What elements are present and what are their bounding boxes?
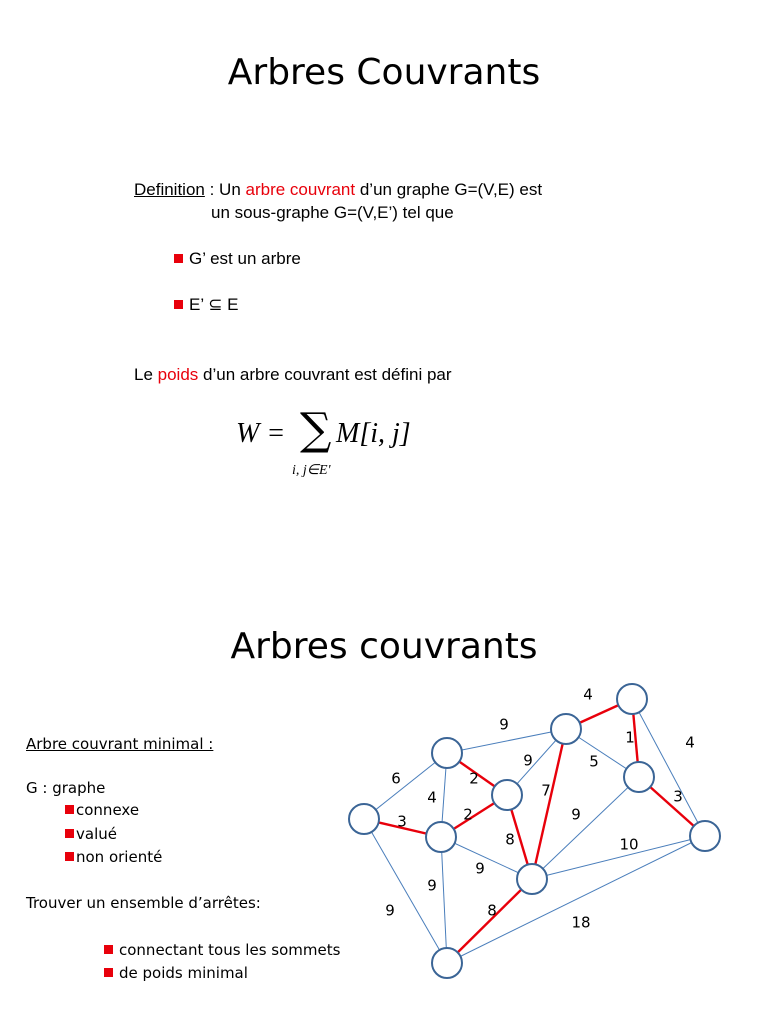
definition-line2: un sous-graphe G=(V,E’) tel que (211, 203, 454, 222)
edge-weight-label: 5 (589, 752, 599, 771)
edge-weight-label: 4 (427, 788, 437, 807)
criteria-text: de poids minimal (119, 964, 248, 982)
edge-weight-label: 9 (385, 901, 395, 920)
edge-weight-label: 1 (625, 728, 635, 747)
definition-rest: d’un graphe G=(V,E) est (355, 180, 543, 199)
edge-weight-label: 18 (571, 913, 591, 932)
edge-weight-label: 4 (583, 685, 593, 704)
edge-weight-label: 4 (685, 733, 695, 752)
graph-edge (447, 836, 705, 963)
edge-weight-label: 8 (487, 901, 497, 920)
formula-term: M[i, j] (336, 418, 411, 449)
property-text: non orienté (76, 848, 163, 866)
weight-post: d’un arbre couvrant est défini par (198, 365, 452, 384)
slide1-title: Arbres Couvrants (227, 52, 541, 93)
graph-node (617, 684, 647, 714)
edge-weight-label: 9 (499, 715, 509, 734)
graph-node (432, 738, 462, 768)
bullet-text: E’ ⊆ E (189, 295, 239, 314)
weight-highlight: poids (157, 365, 199, 384)
graph-edge (441, 837, 447, 963)
sigma-symbol: ∑ (300, 404, 332, 455)
tree-edge (447, 879, 532, 963)
graph-label: G : graphe (26, 779, 106, 797)
minimal-heading: Arbre couvrant minimal : (26, 735, 214, 753)
edge-weight-label: 9 (427, 876, 437, 895)
definition-highlight: arbre couvrant (245, 180, 356, 199)
edge-weight-label: 2 (463, 805, 473, 824)
property-text: connexe (76, 801, 140, 819)
edge-weight-label: 8 (505, 830, 515, 849)
criteria-text: connectant tous les sommets (119, 941, 341, 959)
edge-weight-label: 10 (619, 835, 639, 854)
definition-label: Definition (134, 180, 205, 199)
weight-pre: Le (134, 365, 158, 384)
edge-weight-label: 2 (469, 769, 479, 788)
graph-node (349, 804, 379, 834)
find-sentence: Trouver un ensemble d’arrêtes: (26, 894, 261, 912)
graph-node (624, 762, 654, 792)
formula-lhs: W = (236, 418, 286, 449)
graph-node (690, 821, 720, 851)
definition-sep: : Un (204, 180, 246, 199)
property-text: valué (76, 825, 117, 843)
edge-weight-label: 9 (571, 805, 581, 824)
tree-edge (532, 729, 566, 879)
edge-weight-label: 7 (541, 781, 551, 800)
edge-weight-label: 9 (523, 751, 533, 770)
graph-node (432, 948, 462, 978)
graph-node (517, 864, 547, 894)
edge-weight-label: 3 (397, 812, 407, 831)
slide2-title: Arbres couvrants (230, 626, 538, 667)
formula-subscript: i, j∈E' (292, 463, 331, 478)
edge-weight-label: 9 (475, 859, 485, 878)
graph-node (426, 822, 456, 852)
bullet-text: G’ est un arbre (189, 249, 301, 268)
edge-weight-label: 6 (391, 769, 401, 788)
graph-node (551, 714, 581, 744)
graph-node (492, 780, 522, 810)
edge-weight-label: 3 (673, 787, 683, 806)
